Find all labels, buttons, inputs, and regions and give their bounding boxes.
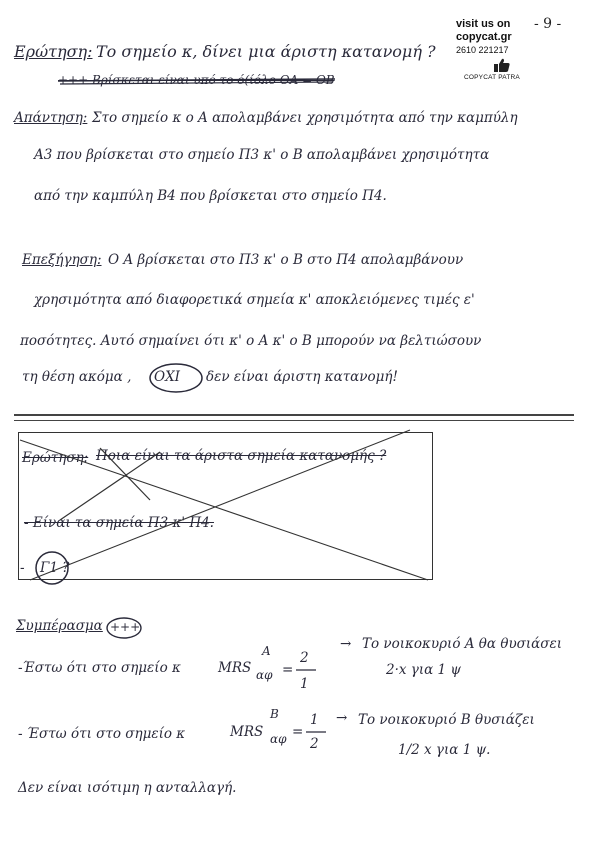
concl-row1-sub: αφ [256, 668, 273, 682]
expl-line3: ποσότητες. Αυτό σημαίνει ότι κ' ο Α κ' ο Β μπορούν να βελτιώσουν [20, 333, 482, 349]
concl-row1-note1: Το νοικοκυριό Α θα θυσιάσει [362, 636, 563, 652]
concl-row2-mrs: MRS [230, 724, 264, 740]
expl-line4-end: δεν είναι άριστη κατανομή! [206, 369, 398, 385]
concl-row2-equals: = [292, 724, 304, 740]
concl-label-circled: +++ [110, 620, 141, 634]
box-cross-line-2 [30, 430, 410, 580]
expl-line4-start: τη θέση ακόμα , [22, 369, 132, 385]
expl-line1: Ο Α βρίσκεται στο Π3 κ' ο Β στο Π4 απολαμβάνουν [108, 252, 464, 268]
crossed-question-text: Ποια είναι τα άριστα σημεία κατανομής ? [96, 448, 387, 464]
crossed-item-2-circled: Γ1 ? [40, 560, 70, 576]
plus-circle [107, 618, 141, 638]
concl-row1-text: -Έστω ότι στο σημείο κ [18, 660, 181, 676]
strike-scribble-2 [60, 82, 332, 84]
concl-row1-den: 1 [300, 676, 309, 692]
strike-scribble [58, 79, 335, 81]
q1-text: Το σημείο κ, δίνει μια άριστη κατανομή ? [96, 42, 436, 61]
concl-row1-mrs: MRS [218, 660, 252, 676]
page-number: - 9 - [534, 16, 562, 32]
box-cross-line-3 [100, 448, 150, 500]
concl-row2-note2: 1/2 x για 1 ψ. [398, 742, 491, 758]
crossed-item-2-dash: - [20, 560, 25, 576]
badge-footer-text: COPYCAT PATRA [464, 74, 520, 81]
gamma-circle [36, 552, 68, 584]
concl-row1-equals: = [282, 662, 294, 678]
expl-line2: χρησιμότητα από διαφορετικά σημεία κ' αποκλειόμενες τιμές ε' [34, 292, 475, 308]
concl-row1-note2: 2·x για 1 ψ [386, 662, 462, 678]
concl-row2-arrow: → [336, 710, 348, 726]
badge-site-text: copycat.gr [456, 31, 512, 43]
concl-row2-sup: B [270, 707, 279, 721]
box-cross-line-1 [20, 440, 428, 580]
crossed-question-label: Ερώτηση: [22, 450, 89, 466]
badge-visit-text: visit us on [456, 18, 511, 30]
crossed-item-1: - Είναι τα σημεία Π3 κ' Π4. [24, 515, 214, 531]
concl-label: Συμπέρασμα [16, 618, 103, 634]
a1-label: Απάντηση: [14, 110, 88, 126]
concl-row2-sub: αφ [270, 732, 287, 746]
concl-row2-num: 1 [310, 712, 319, 728]
concl-row2-text: - Έστω ότι στο σημείο κ [18, 726, 186, 742]
q1-struck-line: +++ Βρίσκεται είναι υπό το ό(ίόλο ΟΑ = ΟΒ [58, 73, 335, 87]
concl-row2-den: 2 [310, 736, 319, 752]
a1-line2: Α3 που βρίσκεται στο σημείο Π3 κ' ο Β απολαμβάνει χρησιμότητα [34, 147, 490, 163]
a1-line3: από την καμπύλη Β4 που βρίσκεται στο σημείο Π4. [34, 188, 387, 204]
badge-phone-text: 2610 221217 [456, 45, 509, 55]
box-cross-line-4 [60, 452, 160, 520]
expl-label: Επεξήγηση: [22, 252, 102, 268]
concl-row2-note1: Το νοικοκυριό Β θυσιάζει [358, 712, 535, 728]
a1-line1: Στο σημείο κ ο Α απολαμβάνει χρησιμότητα από την καμπύλη [92, 110, 518, 126]
concl-final: Δεν είναι ισότιμη η ανταλλαγή. [18, 780, 237, 796]
oxi-circle [150, 364, 202, 392]
concl-row1-num: 2 [300, 650, 309, 666]
concl-row1-sup: A [262, 644, 271, 658]
q1-label: Ερώτηση: [14, 42, 93, 61]
concl-row1-arrow: → [340, 636, 352, 652]
expl-circled-oxi: ΟΧΙ [154, 369, 181, 385]
